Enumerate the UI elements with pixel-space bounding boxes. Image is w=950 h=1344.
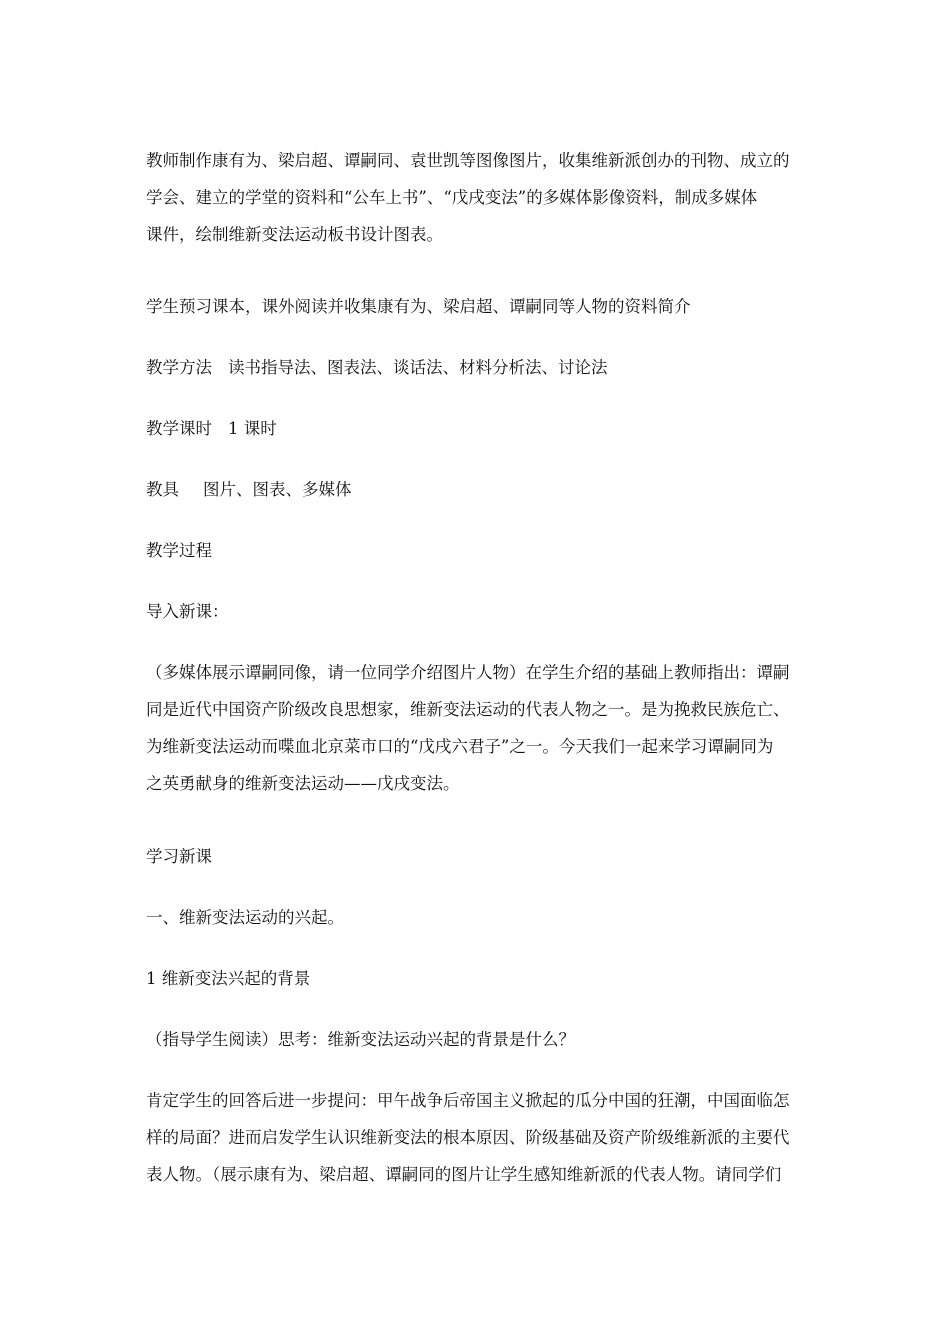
teaching-method-label: 教学方法 xyxy=(146,358,212,377)
intro-paragraph: （多媒体展示谭嗣同像，请一位同学介绍图片人物）在学生介绍的基础上教师指出：谭嗣 同是近代中国资产阶级改良思想家，维新变法运动的代表人物之一。是为挽救民族危亡、 为维新变法运动而喋血北京菜市口的“戊戌六君子”之一。今天我们一起来学习谭嗣同为 之英勇献身的维新变法运动——戊戌变法。 xyxy=(146,663,790,793)
teaching-tools-label: 教具 xyxy=(146,480,179,499)
teaching-tools-line xyxy=(146,476,810,500)
paragraph-teacher-preparation: 教师制作康有为、梁启超、谭嗣同、袁世凯等图像图片，收集维新派创办的刊物、成立的 学会、建立的学堂的资料和“公车上书”、“戊戌变法”的多媒体影像资料，制成多媒体 课件，绘制维新变法运动板书设计图表。 xyxy=(146,151,790,244)
teaching-period-line xyxy=(146,415,810,439)
intro-heading: 导入新课： xyxy=(146,602,229,621)
section-one-heading: 一、维新变法运动的兴起。 xyxy=(146,908,344,927)
teaching-method-line xyxy=(146,354,810,378)
teaching-period-label: 教学课时 xyxy=(146,419,212,438)
teaching-method-value: 读书指导法、图表法、谈话法、材料分析法、讨论法 xyxy=(228,358,608,377)
new-lesson-heading: 学习新课 xyxy=(146,847,212,866)
subsection-one-heading: 1 维新变法兴起的背景 xyxy=(146,969,311,988)
reading-guide-question: （指导学生阅读）思考：维新变法运动兴起的背景是什么？ xyxy=(146,1030,575,1049)
teaching-process-heading: 教学过程 xyxy=(146,541,212,560)
followup-paragraph: 肯定学生的回答后进一步提问：甲午战争后帝国主义掀起的瓜分中国的狂潮，中国面临怎 样的局面？进而启发学生认识维新变法的根本原因、阶级基础及资产阶级维新派的主要代 表人物。（展示康有为、梁启超、谭嗣同的图片让学生感知维新派的代表人物。请同学们 xyxy=(146,1091,790,1184)
teaching-tools-value: 图片、图表、多媒体 xyxy=(203,480,352,499)
teaching-period-value: 1 课时 xyxy=(228,419,277,438)
paragraph-student-preparation: 学生预习课本，课外阅读并收集康有为、梁启超、谭嗣同等人物的资料简介 xyxy=(146,297,691,316)
